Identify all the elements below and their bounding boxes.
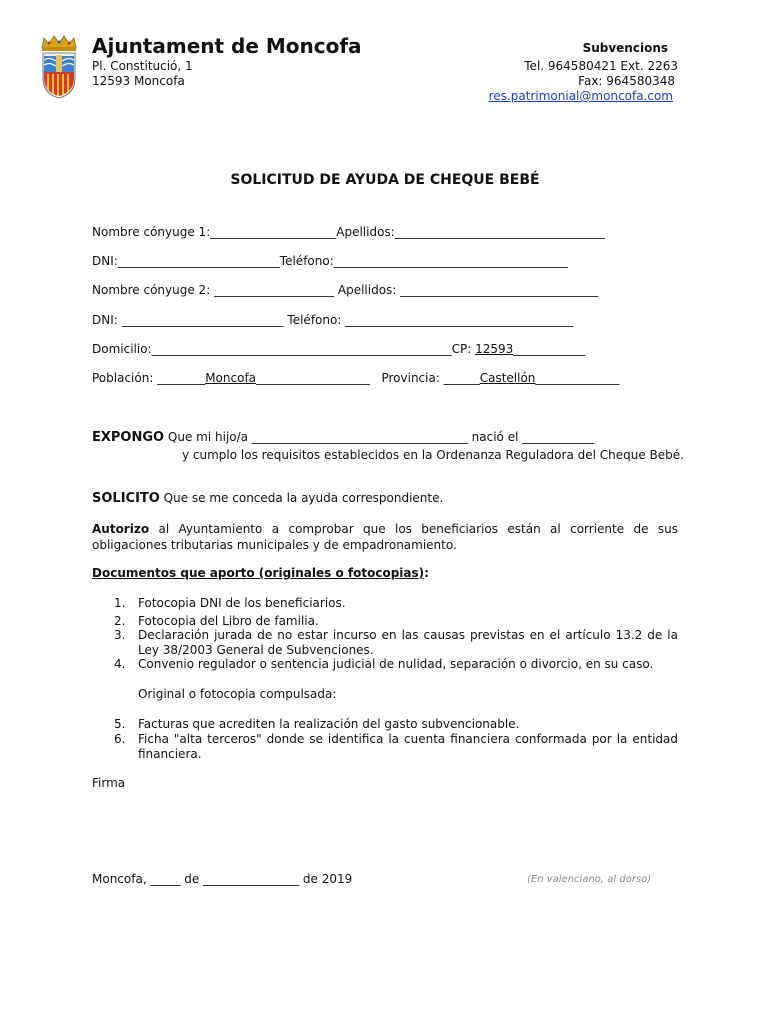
cp-trail: ____________ bbox=[513, 342, 586, 356]
document-item: Fotocopia del Libro de familia. bbox=[138, 614, 319, 628]
spouse-1-dni-phone-field[interactable]: DNI:___________________________Teléfono:_______________________________________ bbox=[92, 254, 568, 268]
poblacion-label: Población: ________ bbox=[92, 371, 206, 385]
spouse-2-name-field[interactable]: Nombre cónyuge 2: ____________________ Apellidos: _________________________________ bbox=[92, 283, 599, 297]
autorizo-text: al Ayuntamiento a comprobar que los beneficiarios están al corriente de sus obligaciones tributarias municipales y de empadronamiento. bbox=[92, 522, 678, 552]
document-item-number: 4. bbox=[114, 657, 126, 671]
document-item: Fotocopia DNI de los beneficiarios. bbox=[138, 596, 346, 610]
organization-name: Ajuntament de Moncofa bbox=[92, 34, 362, 58]
expongo-line bbox=[92, 430, 594, 445]
expongo-label: EXPONGO bbox=[92, 430, 165, 445]
phone-number: Tel. 964580421 Ext. 2263 bbox=[524, 59, 678, 73]
documents-heading bbox=[92, 566, 429, 580]
email-link[interactable]: res.patrimonial@moncofa.com bbox=[488, 89, 673, 103]
solicito-line bbox=[92, 491, 443, 506]
documents-heading-text: Documentos que aporto (originales o fotocopias) bbox=[92, 566, 425, 580]
address-line-1: Pl. Constitució, 1 bbox=[92, 59, 193, 73]
cp-value: 12593 bbox=[475, 342, 514, 356]
documents-heading-colon: : bbox=[424, 566, 429, 580]
signature-label: Firma bbox=[92, 776, 126, 790]
address-line-2: 12593 Moncofa bbox=[92, 74, 185, 88]
municipal-coat-of-arms-logo bbox=[38, 34, 80, 100]
department-name: Subvencions bbox=[582, 41, 668, 55]
date-line[interactable]: Moncofa, _____ de ________________ de 2019 bbox=[92, 872, 353, 886]
document-item-number: 6. bbox=[114, 732, 126, 746]
fax-number: Fax: 964580348 bbox=[578, 74, 675, 88]
document-item-number: 5. bbox=[114, 717, 126, 731]
document-item-number: 1. bbox=[114, 596, 126, 610]
solicito-text: Que se me conceda la ayuda correspondiente. bbox=[163, 491, 444, 505]
document-item-number: 3. bbox=[114, 628, 126, 642]
provincia-label: Provincia: ______ bbox=[370, 371, 480, 385]
documents-subheading: Original o fotocopia compulsada: bbox=[138, 687, 337, 701]
spouse-1-name-field[interactable]: Nombre cónyuge 1:_____________________Apellidos:___________________________________ bbox=[92, 225, 605, 239]
document-item: Ficha "alta terceros" donde se identifica la cuenta financiera conformada por la entidad financiera. bbox=[138, 732, 678, 761]
domicilio-label: Domicilio:__________________________________________________CP: bbox=[92, 342, 476, 356]
document-item: Convenio regulador o sentencia judicial de nulidad, separación o divorcio, en su caso. bbox=[138, 657, 654, 671]
town-province-field[interactable] bbox=[92, 371, 619, 385]
poblacion-value: Moncofa bbox=[205, 371, 257, 385]
provincia-value: Castellón bbox=[479, 371, 536, 385]
spouse-2-dni-phone-field[interactable]: DNI: ___________________________ Teléfono: ______________________________________ bbox=[92, 313, 574, 327]
document-item: Declaración jurada de no estar incurso en las causas previstas en el artículo 13.2 de la Ley 38/2003 General de Subvenciones. bbox=[138, 628, 678, 657]
provincia-trail: ______________ bbox=[535, 371, 620, 385]
address-cp-field[interactable] bbox=[92, 342, 585, 356]
solicito-label: SOLICITO bbox=[92, 491, 160, 506]
poblacion-trail: ___________________ bbox=[256, 371, 371, 385]
document-item: Facturas que acrediten la realización del gasto subvencionable. bbox=[138, 717, 520, 731]
document-title: SOLICITUD DE AYUDA DE CHEQUE BEBÉ bbox=[230, 172, 540, 188]
language-note: (En valenciano, al dorso) bbox=[527, 874, 652, 885]
document-item-number: 2. bbox=[114, 614, 126, 628]
expongo-line-2: y cumplo los requisitos establecidos en la Ordenanza Reguladora del Cheque Bebé. bbox=[182, 448, 684, 462]
autorizo-paragraph bbox=[92, 521, 678, 553]
autorizo-label: Autorizo bbox=[92, 522, 150, 536]
expongo-text[interactable]: Que mi hijo/a ____________________________________ nació el ____________ bbox=[167, 430, 595, 444]
